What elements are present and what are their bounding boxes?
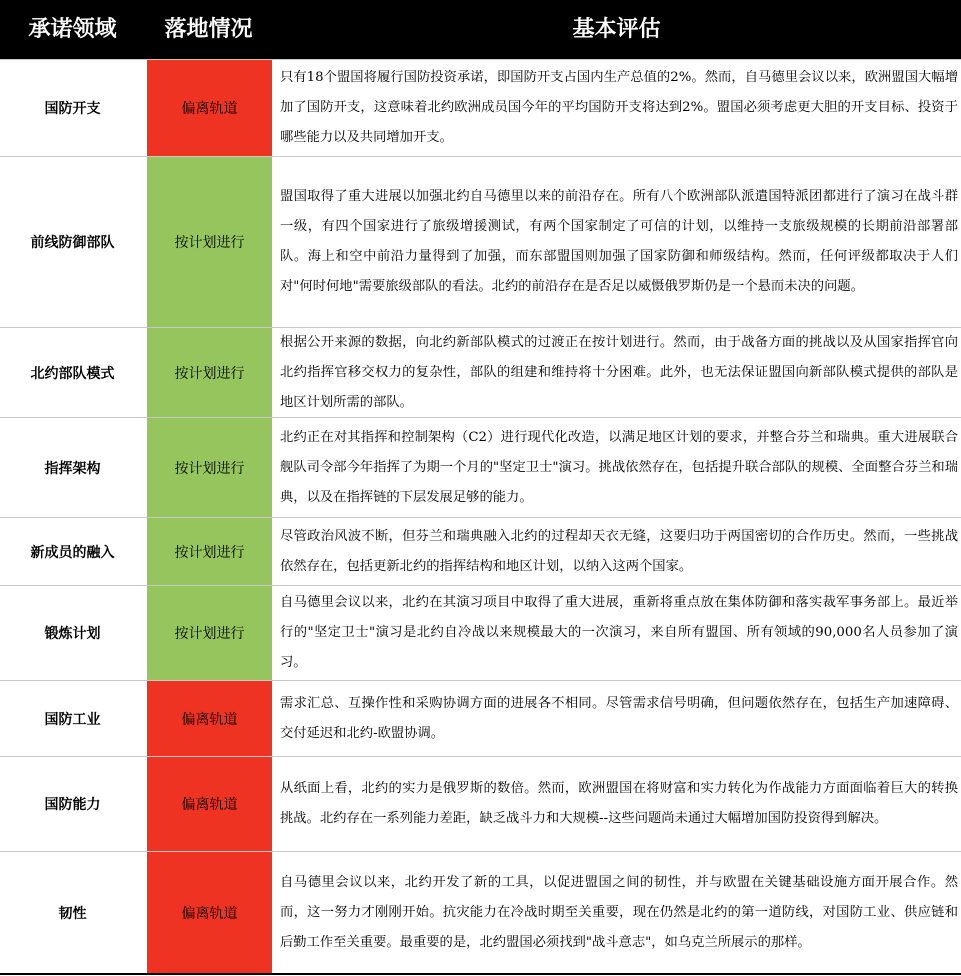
row-assessment: 从纸面上看，北约的实力是俄罗斯的数倍。然而，欧洲盟国在将财富和实力转化为作战能力方面面临着巨大的转换挑战。北约存在一系列能力差距，缺乏战斗力和大规模--这些问题尚未通过大幅增加国防投资得到解决。	[280, 781, 958, 826]
row-area: 指挥架构	[44, 460, 101, 477]
row-area: 国防工业	[44, 711, 101, 728]
header-status: 落地情况	[164, 16, 253, 42]
row-assessment: 只有18个盟国将履行国防投资承诺，即国防开支占国内生产总值的2%。然而，自马德里会议以来，欧洲盟国大幅增加了国防开支，这意味着北约欧洲成员国今年的平均国防开支将达到2%。盟国必须考虑更大胆的开支目标、投资于哪些能力以及共同增加开支。	[280, 70, 958, 145]
status-badge: 按计划进行	[147, 586, 272, 680]
status-badge: 按计划进行	[147, 418, 272, 517]
row-assessment: 自马德里会议以来，北约在其演习项目中取得了重大进展，重新将重点放在集体防御和落实裁军事务部上。最近举行的"坚定卫士"演习是北约自冷战以来规模最大的一次演习，来自所有盟国、所有领域的90,000名人员参加了演习。	[280, 595, 958, 670]
row-area: 国防开支	[44, 101, 101, 117]
table-row	[0, 585, 961, 680]
status-badge: 按计划进行	[147, 328, 272, 417]
row-assessment: 北约正在对其指挥和控制架构（C2）进行现代化改造，以满足地区计划的要求，并整合芬兰和瑞典。重大进展联合舰队司令部今年指挥了为期一个月的"坚定卫士"演习。挑战依然存在，包括提升联合部队的规模、全面整合芬兰和瑞典，以及在指挥链的下层发展足够的能力。	[280, 429, 958, 505]
status-badge: 偏离轨道	[147, 681, 272, 756]
row-area: 韧性	[58, 905, 87, 922]
table-bottom-border	[0, 973, 961, 975]
status-badge: 偏离轨道	[147, 757, 272, 851]
table-header	[0, 0, 961, 59]
row-area: 国防能力	[44, 797, 101, 813]
table-row	[0, 59, 961, 156]
row-assessment: 根据公开来源的数据，向北约新部队模式的过渡正在按计划进行。然而，由于战备方面的挑战以及从国家指挥官向北约指挥官移交权力的复杂性，部队的组建和维持将十分困难。此外，也无法保证盟国向新部队模式提供的部队是地区计划所需的部队。	[280, 334, 958, 410]
table-row	[0, 756, 961, 851]
row-area: 新成员的融入	[30, 544, 115, 561]
header-area: 承诺领域	[28, 16, 117, 42]
row-assessment: 需求汇总、互操作性和采购协调方面的进展各不相同。尽管需求信号明确，但问题依然存在，包括生产加速障碍、交付延迟和北约-欧盟协调。	[280, 695, 958, 741]
status-badge: 按计划进行	[147, 518, 272, 585]
table-row	[0, 680, 961, 756]
table-row	[0, 851, 961, 973]
row-assessment: 盟国取得了重大进展以加强北约自马德里以来的前沿存在。所有八个欧洲部队派遣国特派团都进行了演习在战斗群一级，有四个国家进行了旅级增援测试，有两个国家制定了可信的计划，以维持一支旅级规模的长期前沿部署部队。海上和空中前沿力量得到了加强，而东部盟国则加强了国家防御和师级结构。然而，任何评级都取决于人们对"何时何地"需要旅级部队的看法。北约的前沿存在是否足以威慑俄罗斯仍是一个悬而未决的问题。	[280, 189, 958, 294]
row-area: 北约部队模式	[30, 365, 115, 382]
table-row	[0, 327, 961, 417]
status-badge: 按计划进行	[147, 157, 272, 327]
row-assessment: 尽管政治风波不断，但芬兰和瑞典融入北约的过程却天衣无缝，这要归功于两国密切的合作历史。然而，一些挑战依然存在，包括更新北约的指挥结构和地区计划，以纳入这两个国家。	[280, 528, 958, 574]
table-row	[0, 156, 961, 327]
row-assessment: 自马德里会议以来，北约开发了新的工具，以促进盟国之间的韧性，并与欧盟在关键基础设施方面开展合作。然而，这一努力才刚刚开始。抗灾能力在冷战时期至关重要，现在仍然是北约的第一道防线，对国防工业、供应链和后勤工作至关重要。最重要的是，北约盟国必须找到"战斗意志"，如乌克兰所展示的那样。	[280, 874, 958, 950]
header-assessment: 基本评估	[572, 16, 661, 42]
table-row	[0, 417, 961, 517]
status-badge: 偏离轨道	[147, 60, 272, 156]
row-area: 锻炼计划	[44, 626, 101, 642]
status-badge: 偏离轨道	[147, 852, 272, 973]
table-row	[0, 517, 961, 585]
row-area: 前线防御部队	[30, 235, 115, 251]
